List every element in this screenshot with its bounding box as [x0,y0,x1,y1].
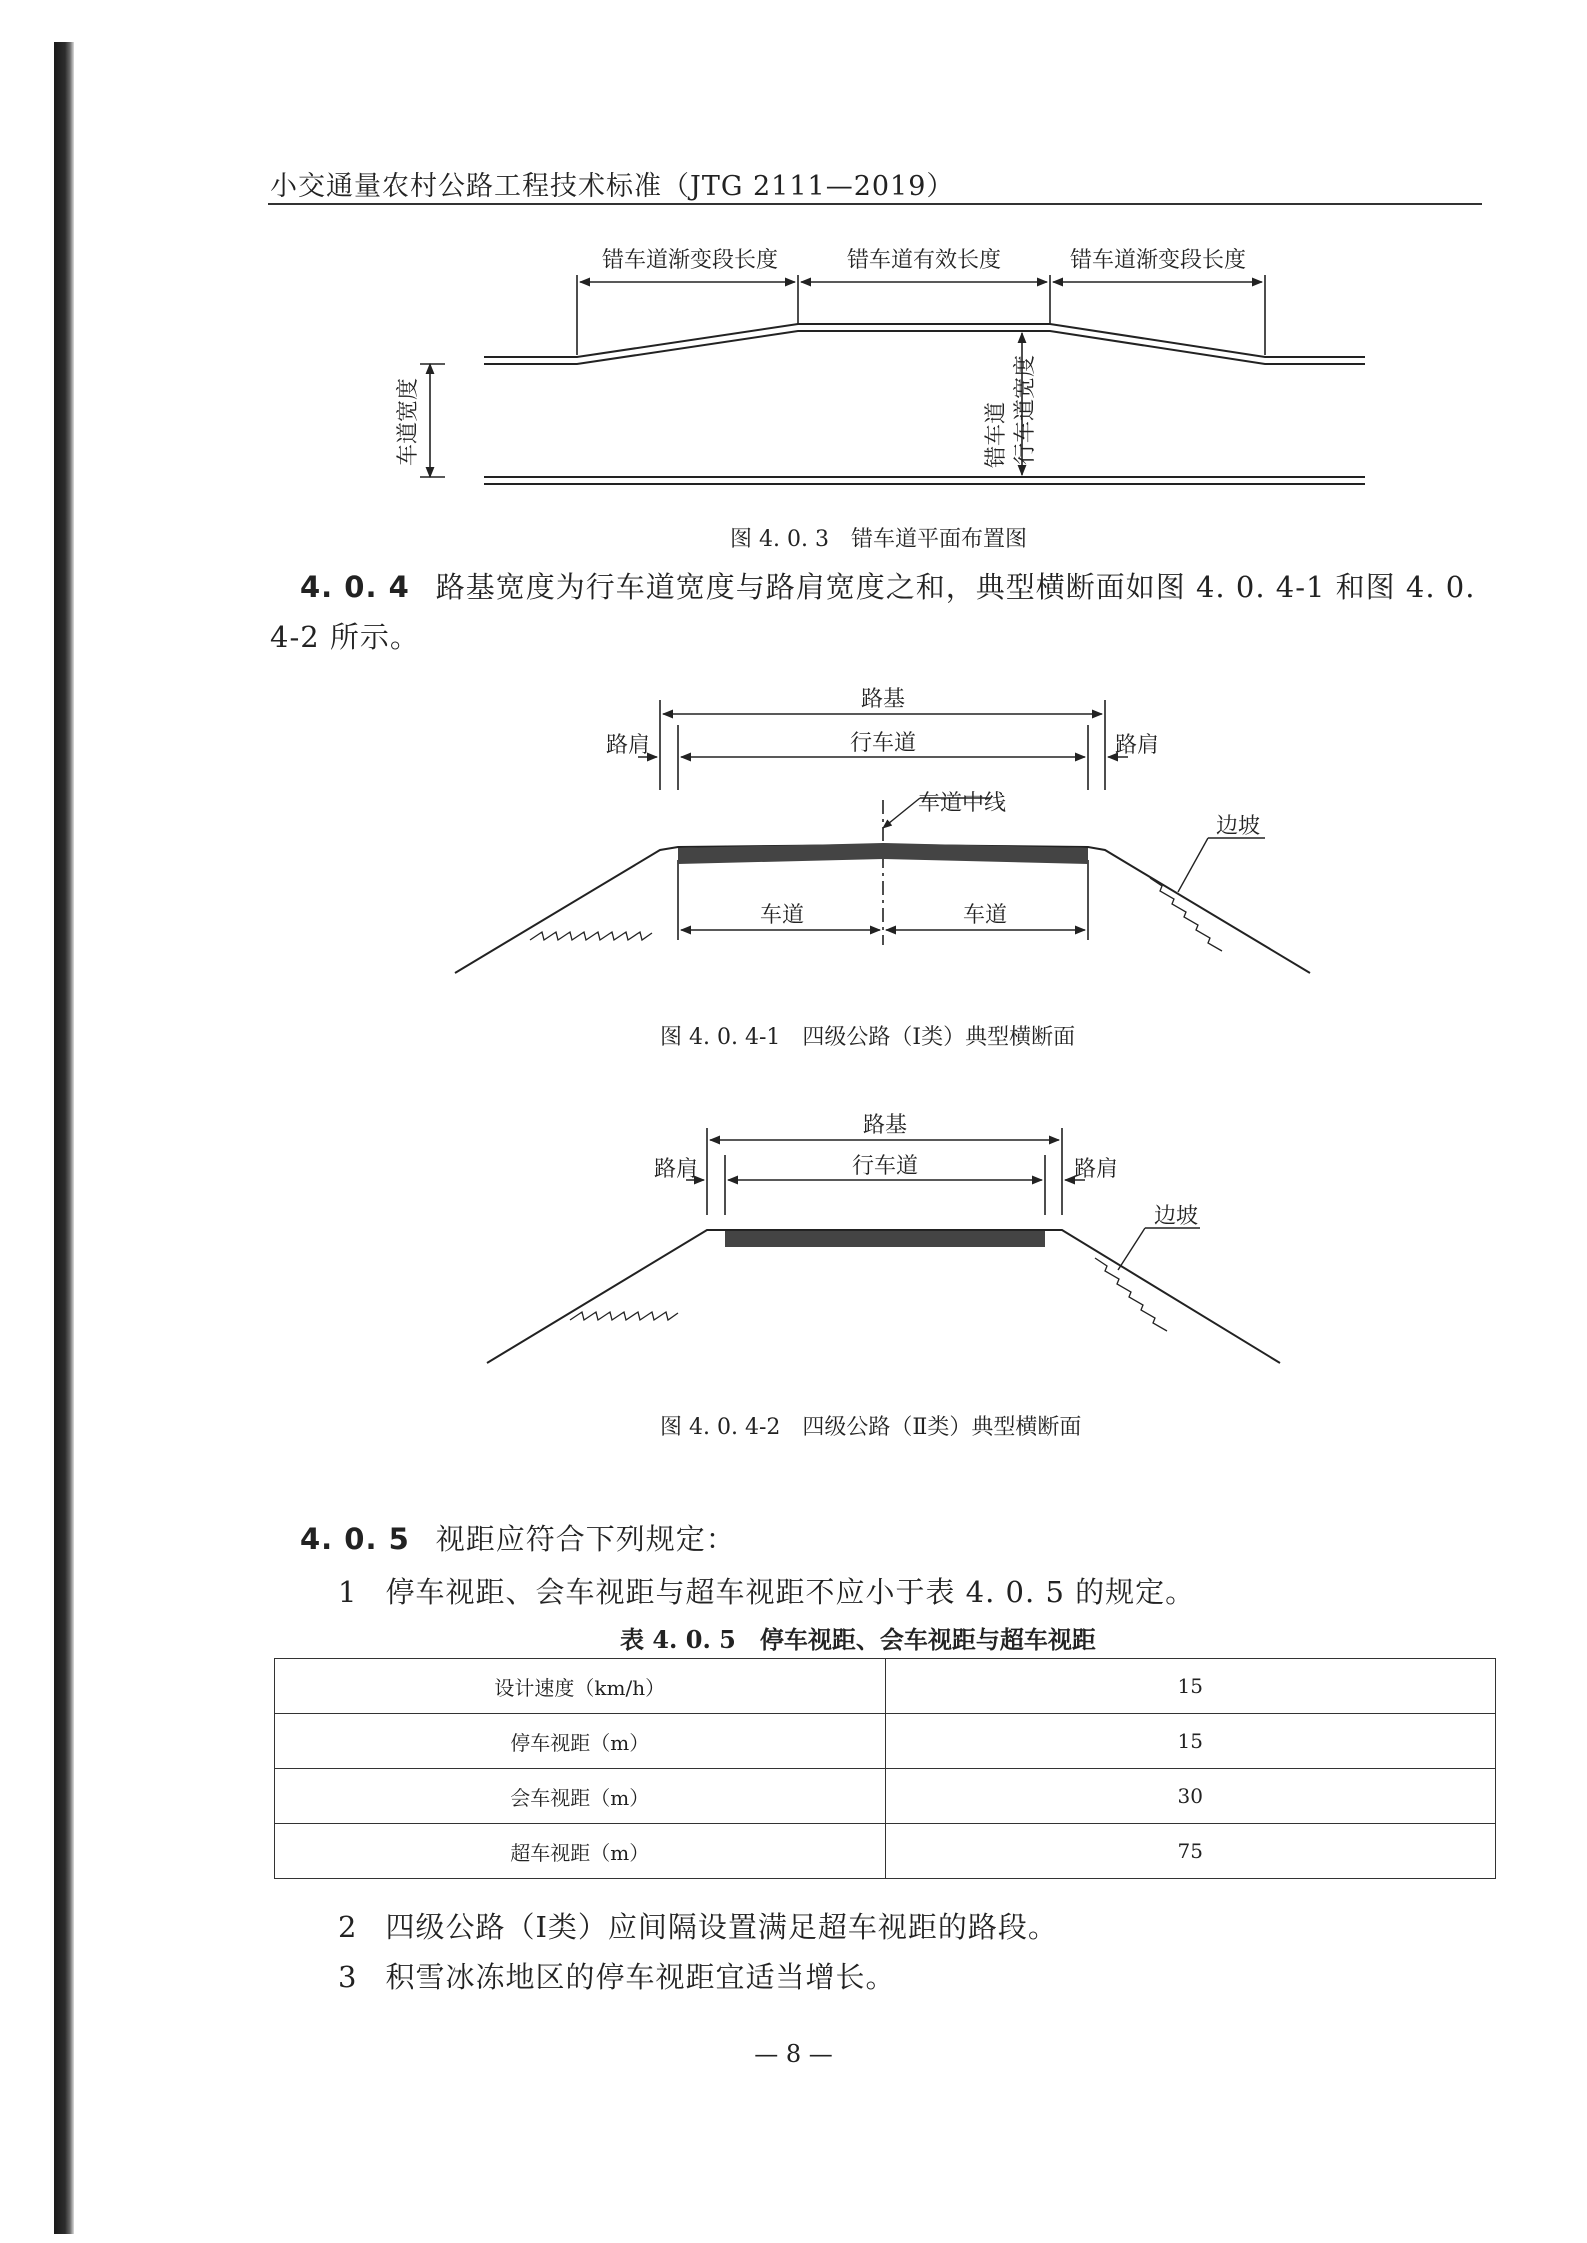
running-header: 小交通量农村公路工程技术标准（JTG 2111—2019） [270,171,955,202]
slope-hatching [530,878,1222,951]
label-shoulder-right: 路肩 [1114,733,1160,758]
table-cell-label: 超车视距（m） [275,1824,886,1879]
clause-number: 4. 0. 4 [300,570,410,604]
label-subgrade: 路基 [860,687,906,712]
table-cell-value: 15 [885,1714,1496,1769]
table-cell-value: 15 [885,1659,1496,1714]
label-carriageway: 行车道 [851,1154,919,1179]
figure-cross-section-class-2 [0,1110,1587,1400]
list-item-text: 积雪冰冻地区的停车视距宜适当增长。 [385,1960,896,1994]
road-edge-lines [484,324,1365,484]
pavement-layer [725,1231,1045,1247]
label-slope: 边坡 [1153,1204,1199,1229]
figure-cross-section-class-1 [0,680,1587,1000]
list-item-3 [338,1955,895,1996]
table-cell-value: 75 [885,1824,1496,1879]
figure-caption-4-0-4-2: 图 4. 0. 4-2 四级公路（Ⅱ类）典型横断面 [660,1415,1082,1440]
label-centerline: 车道中线 [917,791,1007,816]
clause-text: 路基宽度为行车道宽度与路肩宽度之和，典型横断面如图 4. 0. 4-1 和图 4. 0. 4-2 所示。 [270,570,1476,654]
clause-4-0-5 [300,1514,1490,1564]
label-shoulder-left: 路肩 [653,1157,699,1182]
label-slope: 边坡 [1215,814,1261,839]
list-item-number: 2 [338,1910,358,1944]
label-lane-left: 车道 [759,903,805,928]
label-carriageway: 行车道 [849,731,917,756]
label-lane-width: 车道宽度 [396,377,421,467]
list-item-1 [338,1570,1195,1611]
label-lane-right: 车道 [962,903,1008,928]
list-item-text: 停车视距、会车视距与超车视距不应小于表 4. 0. 5 的规定。 [385,1575,1196,1609]
table-cell-label: 会车视距（m） [275,1769,886,1824]
table-row [275,1714,1496,1769]
label-subgrade: 路基 [862,1113,908,1138]
table-cell-label: 停车视距（m） [275,1714,886,1769]
list-item-number: 3 [338,1960,358,1994]
label-shoulder-left: 路肩 [605,733,651,758]
label-taper-right: 错车道渐变段长度 [1069,248,1247,273]
table-title: 表 4. 0. 5 停车视距、会车视距与超车视距 [620,1625,1096,1654]
page-number: — 8 — [754,2040,833,2068]
figure-passing-bay-plan [0,240,1587,550]
label-passing-bay-width-line1: 错车道 [984,401,1009,469]
figure-caption-4-0-3: 图 4. 0. 3 错车道平面布置图 [730,527,1027,552]
label-taper-left: 错车道渐变段长度 [601,248,779,273]
list-item-number: 1 [338,1575,358,1609]
label-effective-length: 错车道有效长度 [846,248,1002,273]
dimension-lines [420,275,1265,477]
slope-hatching [570,1258,1167,1331]
sight-distance-table [274,1658,1496,1879]
table-cell-label: 设计速度（km/h） [275,1659,886,1714]
list-item-text: 四级公路（Ⅰ类）应间隔设置满足超车视距的路段。 [385,1910,1058,1944]
clause-text: 视距应符合下列规定： [435,1522,736,1556]
header-rule [268,203,1482,205]
clause-4-0-4 [270,562,1490,662]
table-row [275,1769,1496,1824]
list-item-2 [338,1905,1058,1946]
clause-number: 4. 0. 5 [300,1522,410,1556]
label-passing-bay-width-line2: 行车道宽度 [1013,354,1038,466]
table-cell-value: 30 [885,1769,1496,1824]
embankment-profile [487,1230,1280,1363]
figure-caption-4-0-4-1: 图 4. 0. 4-1 四级公路（Ⅰ类）典型横断面 [660,1025,1076,1050]
label-shoulder-right: 路肩 [1073,1157,1119,1182]
table-row [275,1659,1496,1714]
table-row [275,1824,1496,1879]
